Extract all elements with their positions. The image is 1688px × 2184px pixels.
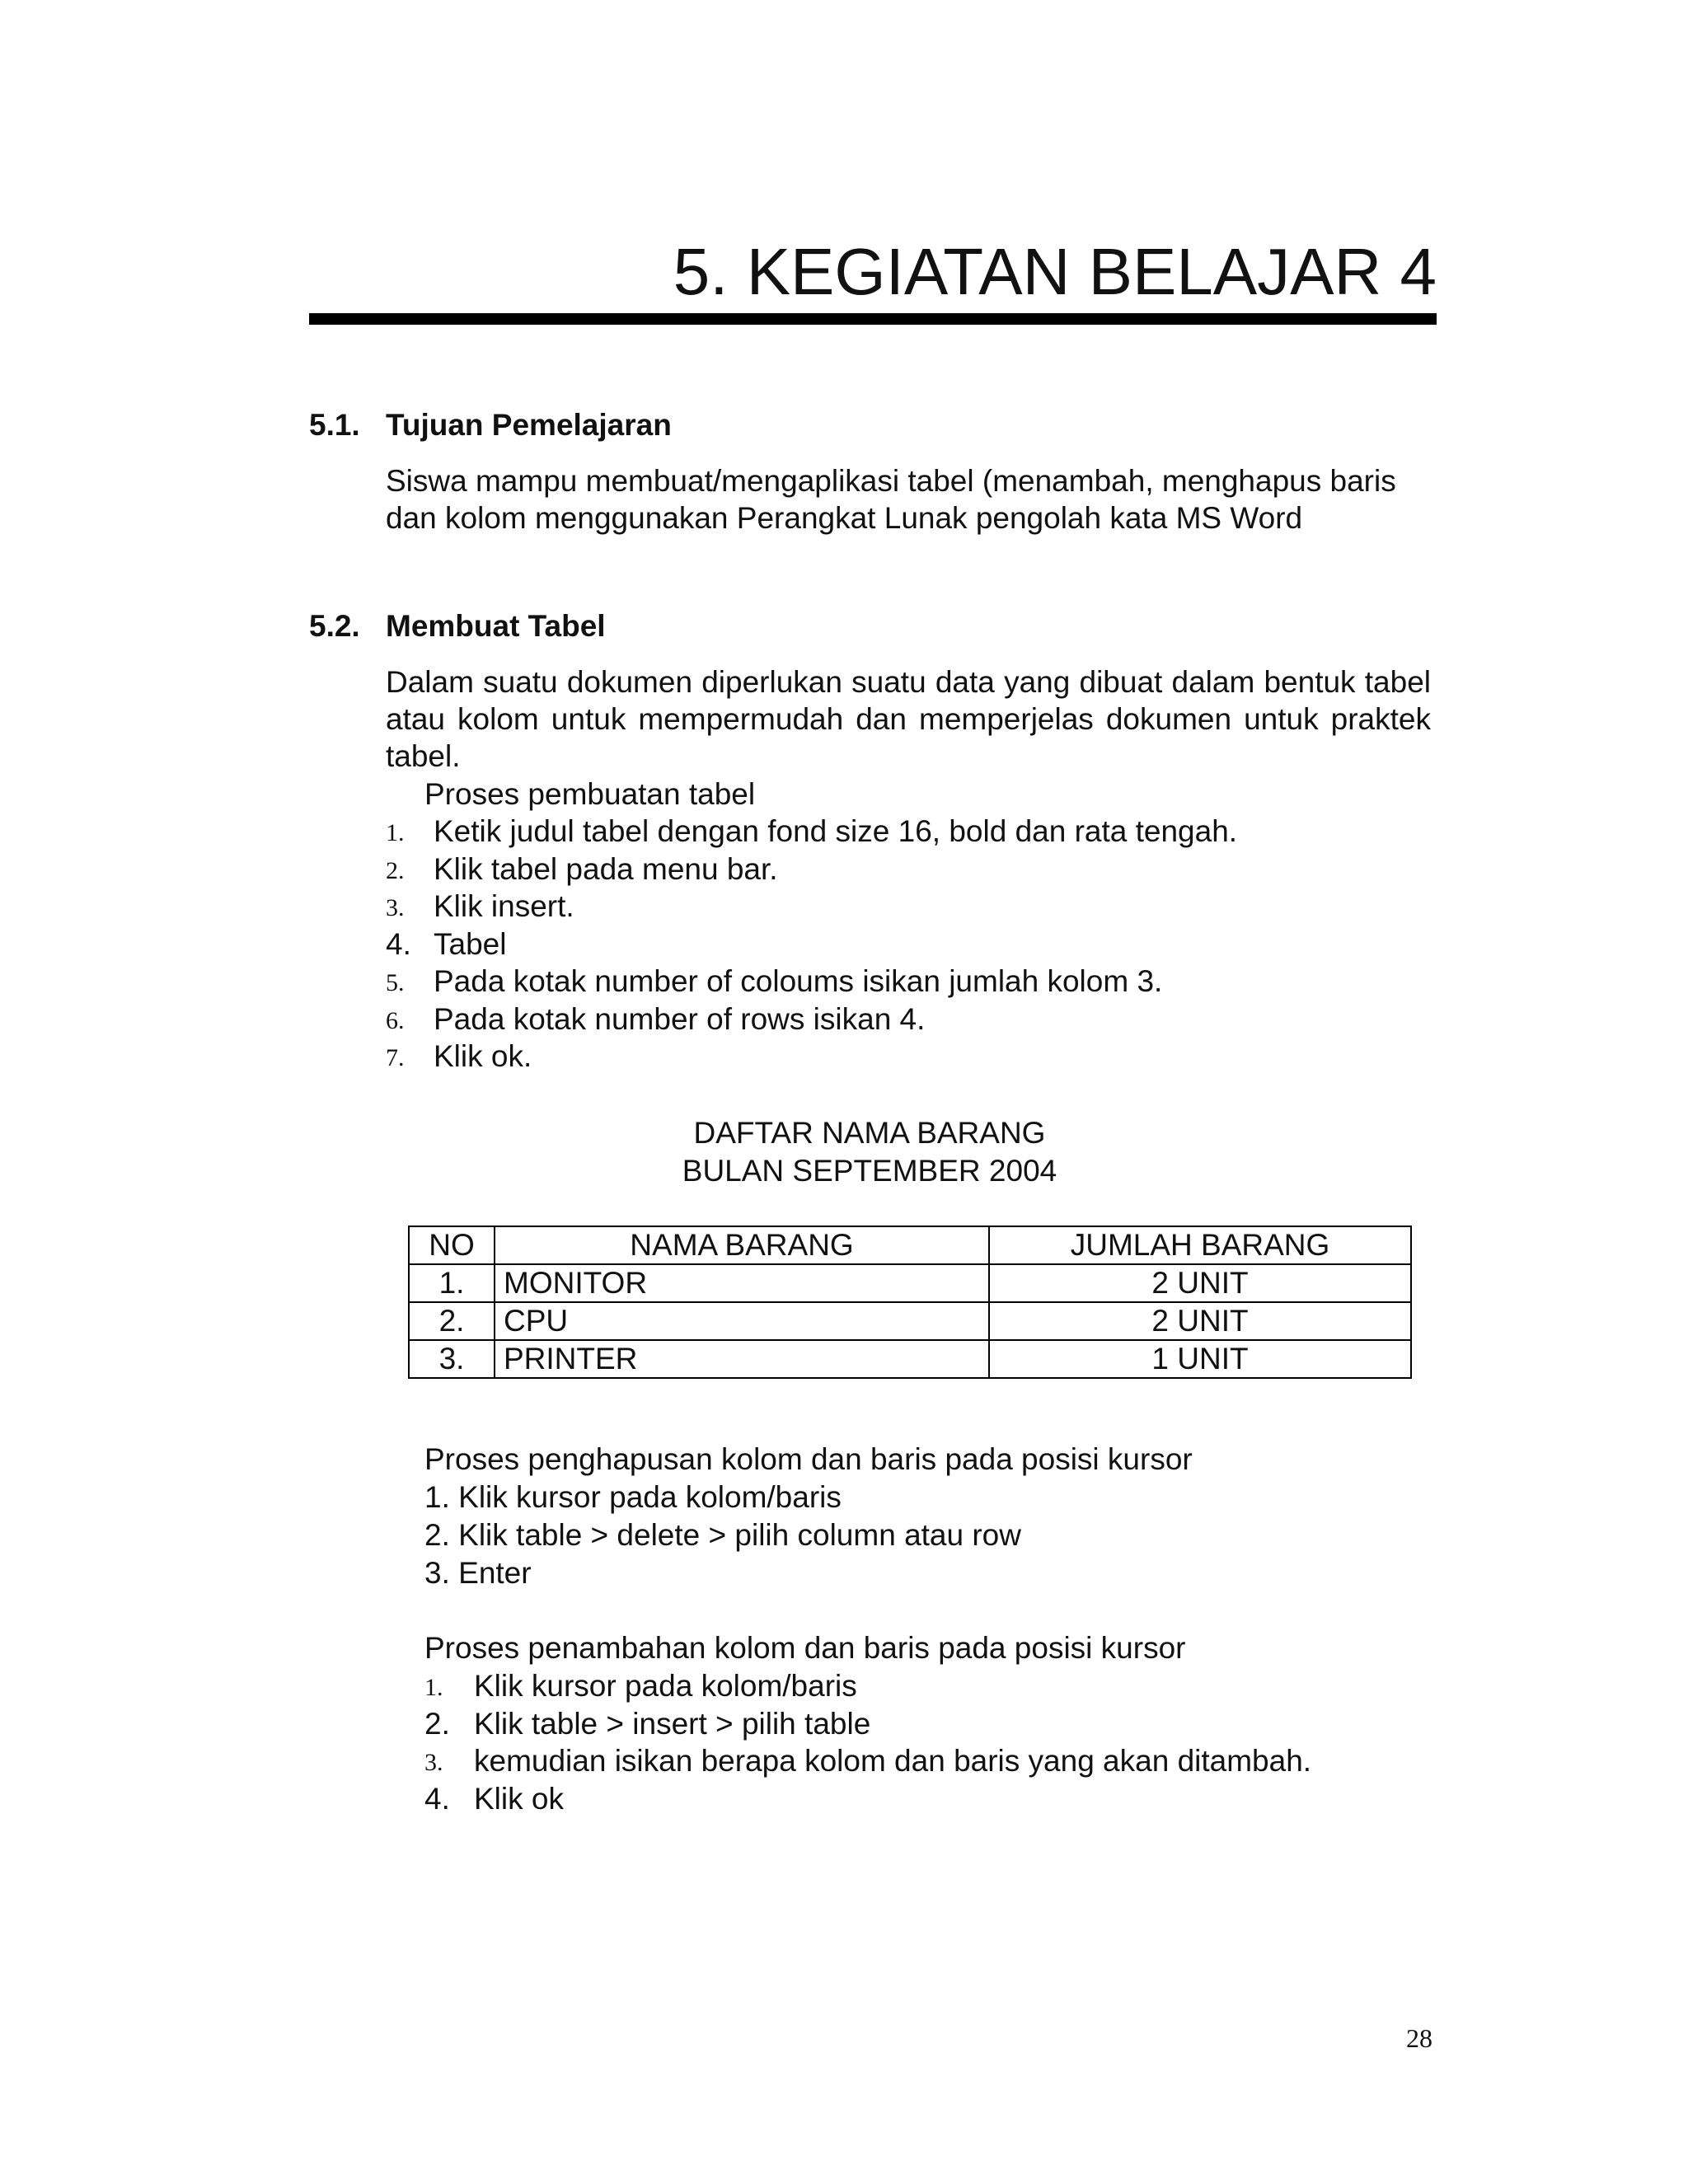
table-header-name: NAMA BARANG (495, 1226, 989, 1264)
list-item: 3. Enter (424, 1556, 532, 1590)
section-1-body: Siswa mampu membuat/mengaplikasi tabel (menambah, menghapus baris dan kolom menggunakan Perangkat Lunak pengolah kata MS Word (386, 464, 1396, 535)
table-caption-line2: BULAN SEPTEMBER 2004 (682, 1154, 1057, 1188)
table-cell-no: 2. (409, 1302, 495, 1340)
list-item: 1. Klik kursor pada kolom/baris (424, 1480, 842, 1514)
table-row (409, 1302, 1411, 1340)
page-number: 28 (1406, 2023, 1432, 2053)
table-cell-no: 1. (409, 1264, 495, 1302)
table-cell-no: 3. (409, 1340, 495, 1378)
table-cell-qty: 2 UNIT (989, 1302, 1411, 1340)
table-cell-name: PRINTER (495, 1340, 989, 1378)
table-caption-line1: DAFTAR NAMA BARANG (693, 1116, 1046, 1150)
table-row (409, 1264, 1411, 1302)
table-row (409, 1340, 1411, 1378)
section-1-number: 5.1. (309, 408, 360, 442)
section-2-title: Membuat Tabel (386, 609, 606, 643)
section-2-number: 5.2. (309, 609, 360, 643)
section-2-body: Dalam suatu dokumen diperlukan suatu data yang dibuat dalam bentuk tabel atau kolom untuk mempermudah dan memperjelas dokumen untuk praktek tabel. (386, 665, 1431, 773)
item-table (408, 1226, 1412, 1379)
list-item: 2. Klik table > delete > pilih column atau row (424, 1518, 1021, 1552)
table-cell-qty: 2 UNIT (989, 1264, 1411, 1302)
table-cell-name: MONITOR (495, 1264, 989, 1302)
table-header-no: NO (409, 1226, 495, 1264)
table-header-row (409, 1226, 1411, 1264)
table-cell-name: CPU (495, 1302, 989, 1340)
delete-process-heading: Proses penghapusan kolom dan baris pada posisi kursor (424, 1442, 1193, 1476)
table-cell-qty: 1 UNIT (989, 1340, 1411, 1378)
chapter-title: 5. KEGIATAN BELAJAR 4 (673, 235, 1437, 308)
add-process-heading: Proses penambahan kolom dan baris pada posisi kursor (424, 1631, 1186, 1665)
creation-process-heading: Proses pembuatan tabel (424, 777, 756, 811)
section-1-title: Tujuan Pemelajaran (386, 408, 672, 442)
table-header-qty: JUMLAH BARANG (989, 1226, 1411, 1264)
title-rule (309, 313, 1437, 325)
